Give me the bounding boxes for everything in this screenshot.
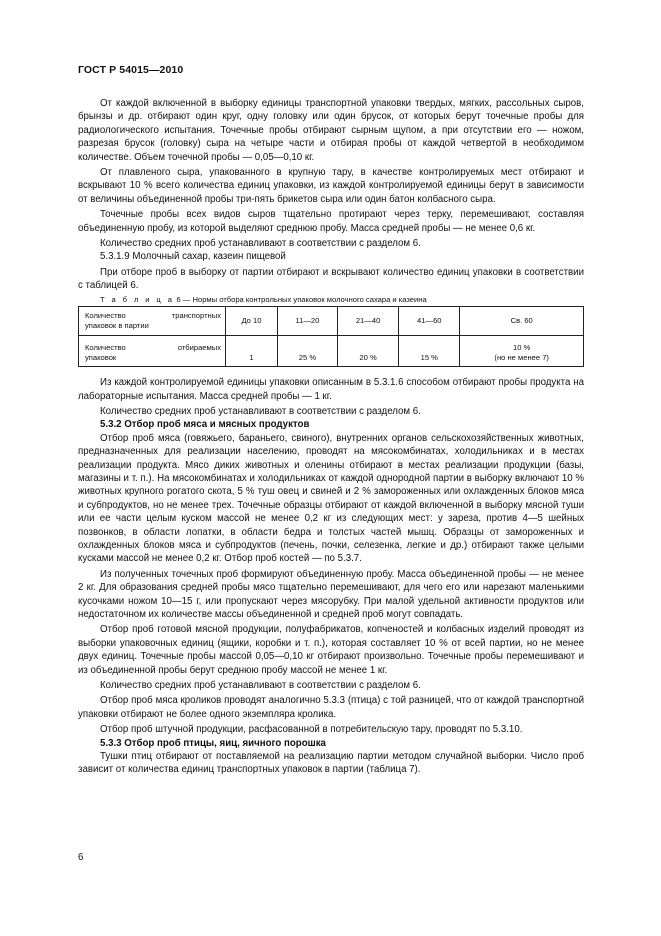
table-cell: 25 % bbox=[277, 336, 337, 367]
paragraph: Отбор проб мяса (говяжьего, бараньего, свиного), внутренних органов сельскохозяйственных животных, предназначенных для реализации населению, проводят на мясокомбинатах, холодильниках и в местах реализации продукта. Мясо диких животных и оленины отбирают в местах реализации продукции (базы, магазины и т. п.). На мясокомбинатах и холодильниках от каждой однородной партии в выборку включают 10 % животных крупного рогатого скота, 5 % туш овец и свиней и 2 % замороженных или охлажденных блоков мяса и субпродуктов, но не менее трех. Точечные образцы отбирают от каждой включенной в выборку мясной туши или ее части целым куском массой не менее 0,2 кг из следующих мест: у зареза, против 4—5 шейных позвонков, в области лопатки, в области бедра и толстых частей мышц. Образцы от замороженных и охлажденных блоков мяса и субпродуктов (печень, почки, селезенка, легкие и др.) отбирают также целыми кусками массой не менее 0,2 кг. Отбор проб костей — по 5.3.7. bbox=[78, 432, 584, 565]
table-row-label: Количество транспортных упаковок в партии bbox=[79, 307, 226, 336]
table-row bbox=[79, 336, 584, 367]
paragraph: Точечные пробы всех видов сыров тщательно протирают через терку, перемешивают, составляя объединенную пробу, из которой выделяют среднюю пробу. Масса средней пробы — не менее 0,6 кг. bbox=[78, 209, 584, 234]
paragraph: Количество средних проб устанавливают в соответствии с разделом 6. bbox=[100, 238, 421, 250]
section-heading-5-3-3: 5.3.3 Отбор проб птицы, яиц, яичного порошка bbox=[100, 737, 326, 749]
document-code-header: ГОСТ Р 54015—2010 bbox=[78, 64, 184, 76]
table-6 bbox=[78, 306, 584, 367]
page-body bbox=[78, 97, 584, 777]
table-caption-text: 6 — Нормы отбора контрольных упаковок молочного сахара и казеина bbox=[176, 294, 427, 304]
table-cell: 1 bbox=[226, 336, 278, 367]
table-cell: 11—20 bbox=[277, 307, 337, 336]
table-caption bbox=[78, 293, 584, 306]
table-row bbox=[79, 307, 584, 336]
paragraph: Количество средних проб устанавливают в соответствии с разделом 6. bbox=[100, 405, 421, 417]
table-row-label: Количество отбираемых упаковок bbox=[79, 336, 226, 367]
paragraph: От каждой включенной в выборку единицы транспортной упаковки твердых, мягких, рассольных сыров, брынзы и др. отбирают один круг, одну головку или один брусок, от которых берут точечные пробы для радиологического испытания. Точечные пробы отбирают сырным щупом, а при отсутствии его — ножом, разрезая брусок (головку) сыра на четыре части и отбирая пробы от каждой четвертой в необходимом количестве. Объем точечной пробы — 0,05—0,10 кг. bbox=[78, 98, 584, 163]
paragraph: Отбор проб штучной продукции, расфасованной в потребительскую тару, проводят по 5.3.10. bbox=[100, 724, 523, 736]
table-cell: 15 % bbox=[399, 336, 460, 367]
subsection-heading-5-3-1-9: 5.3.1.9 Молочный сахар, казеин пищевой bbox=[100, 251, 286, 263]
paragraph: От плавленого сыра, упакованного в крупную тару, в качестве контролируемых мест отбирают и вскрывают 10 % всего количества единиц упаковки, из каждой контролируемой единицы берут в зависимости от величины объединенной пробы три-пять брикетов сыра или один батон колбасного сыра. bbox=[78, 167, 584, 205]
paragraph: Из каждой контролируемой единицы упаковки описанным в 5.3.1.6 способом отбирают пробы продукта на лабораторные испытания. Масса средней пробы — 1 кг. bbox=[78, 377, 584, 402]
table-cell: До 10 bbox=[226, 307, 278, 336]
table-cell: 20 % bbox=[337, 336, 398, 367]
page-number: 6 bbox=[78, 852, 84, 863]
table-cell: 41—60 bbox=[399, 307, 460, 336]
table-caption-prefix: Т а б л и ц а bbox=[100, 294, 175, 304]
paragraph: Количество средних проб устанавливают в соответствии с разделом 6. bbox=[100, 680, 421, 692]
section-heading-5-3-2: 5.3.2 Отбор проб мяса и мясных продуктов bbox=[100, 419, 310, 431]
paragraph: При отборе проб в выборку от партии отбирают и вскрывают количество единиц упаковки в соответствии с таблицей 6. bbox=[78, 266, 584, 292]
table-cell: 10 % (но не менее 7) bbox=[460, 336, 584, 367]
paragraph: Тушки птиц отбирают от поставляемой на реализацию партии методом случайной выборки. Число проб зависит от количества единиц транспортных упаковок в партии (таблица 7). bbox=[78, 751, 584, 776]
paragraph: Из полученных точечных проб формируют объединенную пробу. Масса объединенной пробы — не менее 2 кг. Для образования средней пробы мясо тщательно перемешивают, для чего его или нарезают маленькими кусочками ножом 10—15 г, или пропускают через мясорубку. При малой удельной активности продуктов или недостаточном их количестве массы объединенной и средней проб могут совпадать. bbox=[78, 568, 584, 620]
table-cell: 21—40 bbox=[337, 307, 398, 336]
paragraph: Отбор проб готовой мясной продукции, полуфабрикатов, копченостей и колбасных изделий проводят из выборки упаковочных единиц (ящики, коробки и т. п.), которая составляет 10 % от всей партии, но не менее двух единиц. Точечные пробы массой 0,05—0,10 кг отбирают произвольно. Точечные пробы перемешивают и из объединенной пробы берут среднюю пробу массой не менее 1 кг. bbox=[78, 624, 584, 676]
paragraph: Отбор проб мяса кроликов проводят аналогично 5.3.3 (птица) с той разницей, что от каждой транспортной упаковки отбирают не более одного экземпляра кролика. bbox=[78, 695, 584, 720]
table-cell: Св. 60 bbox=[460, 307, 584, 336]
